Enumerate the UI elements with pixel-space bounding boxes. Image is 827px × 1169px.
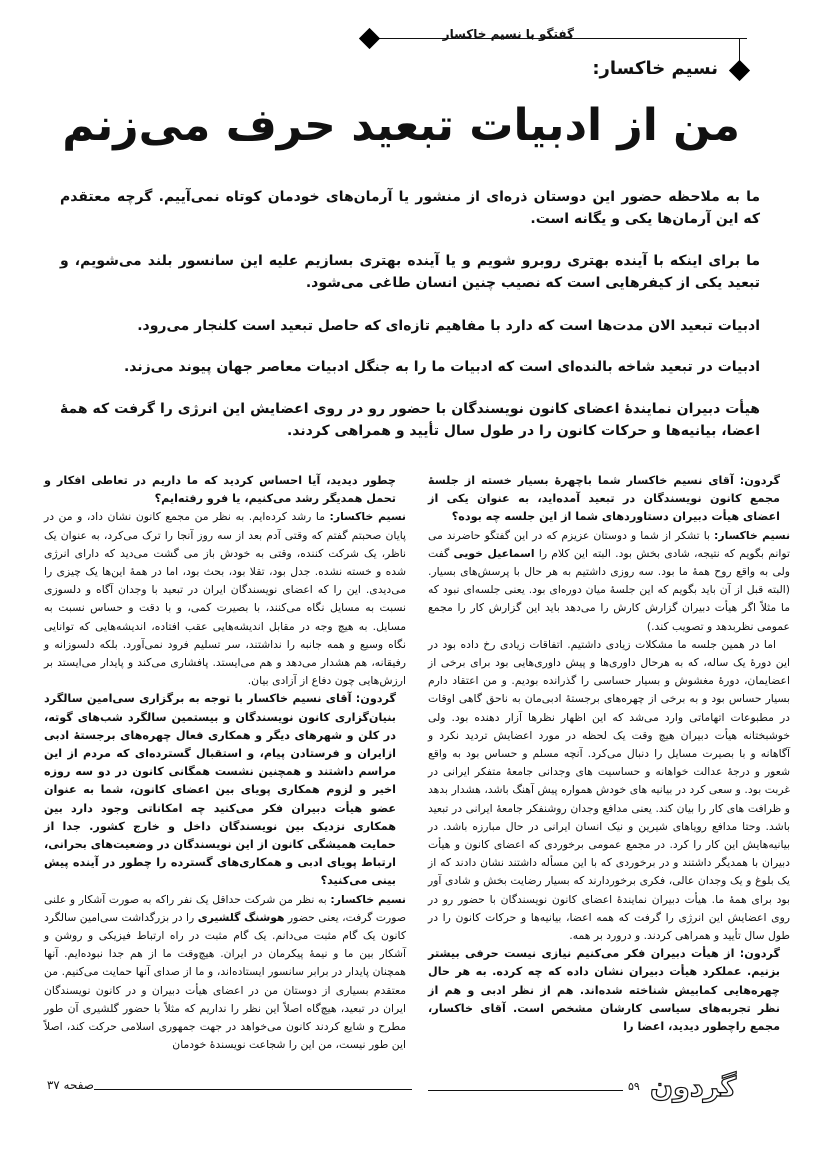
- speaker-label: نسیم خاکسار:: [329, 510, 406, 524]
- answer-paragraph: اما در همین جلسه ما مشکلات زیادی داشتیم. اتفاقات زیادی رخ داده بود در این دورهٔ یک ساله، که به هرحال داوری‌ها و پیش داوری‌هایی بود برای برخی از اعضایمان، دورهٔ مغشوش و بسیار حساسی را گذرانده بودیم. و من اعتقاد دارم بسیار حساس بود و به برخی از چهره‌های برجستهٔ ادبی‌مان به ناحق گاهی اوقات در مطبوعات اتهاماتی وارد می‌شد که این اظهار نظرها آزار دهنده بود. ولی خوشبختانه هیأت دبیران هیچ وقت یک لحظه در مورد اعضایش تردید نکرد و آگاهانه و با بصیرت مسایل را دنبال می‌کرد. آنچه مسلم و حساس بود به واقع شعور و درجهٔ عدالت خواهانه و حساسیت های وجدانی جامعهٔ متفکر ایرانی در غربت بود. و سعی کرد در بیانیه های خودش همواره پیش آهنگ باشد، هشدار بدهد و ظرافت های کار را بیان کند. یعنی مدافع وجدان روشنفکر جامعهٔ ایرانی در تبعید باشد. وحتا مدافع رویاهای شیرین و نیک انسان ایرانی در حال مبارزه باشد. در بیانیه‌هایش این کار را کرد. در مجمع عمومی برخوردی که اعضای کانون و هیأت دبیران با همدیگر داشتند و در برخوردی که با این مسأله داشتند نشان دادند که از یک بلوغ و یک وجدان عالی، فکری برخوردارند که بسیار رضایت بخش و شادی آور بود برای همهٔ ما. هیأت دبیران نمایندهٔ اعضای کانون نویسندگان با حضور رو در روی اعضایش این انرژی را گرفت که همه اعضا، بیانیه‌ها و حرکات کانون را در طول سال تأیید و همراهی کردند. و درورد بر همه.: [428, 637, 790, 943]
- headline: من از ادبیات تبعید حرف می‌زنم: [62, 100, 740, 151]
- person-name: اسماعیل خویی: [453, 546, 535, 560]
- question: چطور دیدید، آیا احساس کردید که ما داریم در تعاطی افکار و تحمل همدیگر رشد می‌کنیم، یا فرو رفته‌ایم؟: [44, 474, 396, 506]
- diamond-ornament-icon: [729, 60, 750, 81]
- lead-paragraph: ادبیات تبعید الان مدت‌ها است که دارد با مفاهیم تازه‌ای که حاصل تبعید است کلنجار می‌رود.: [137, 318, 760, 334]
- kicker: نسیم خاکسار:: [592, 58, 718, 79]
- magazine-logo: گردون: [650, 1072, 737, 1103]
- lead-paragraph: ما برای اینکه با آینده بهتری روبرو شویم و یا آینده بهتری بسازیم علیه این سانسور بلند می‌شویم، و تبعید یکی از کیفرهایی است که نصیب چنین انسان طاغی می‌شود.: [60, 253, 760, 291]
- page-number: ۵۹: [628, 1080, 640, 1093]
- right-column: [428, 472, 790, 1036]
- question: گردون: آقای نسیم خاکسار با توجه به برگزاری سی‌امین سالگرد بنیان‌گزاری کانون نویسندگان و بیستمین سالگرد شب‌های گوته، در کلن و شهرهای دیگر و همکاری فعال چهره‌های برجستهٔ ادبی ازایران و فرستادن پیام، و استقبال گسترده‌ای که مردم از این مراسم داشتند و همچنین نشست همگانی کانون در دو سه روزه اخیر و لزوم همکاری پویای بین اعضای کانون، شما به عنوان عضو هیأت دبیران فکر می‌کنید چه امکاناتی وجود دارد بین همکاری نزدیک بین نویسندگان داخل و خارج کشور. جدا از حمایت همیشگی کانون از این نویسندگان در وضعیت‌های بحرانی، ارتباط پویای ادبی و همکاری‌های گسترده را چطور در آینده پیش بینی می‌کنید؟: [44, 692, 396, 888]
- answer: نسیم خاکسار: ما رشد کرده‌ایم. به نظر من مجمع کانون نشان داد، و من در پایان صحبتم گفتم که وقتی آدم بعد از سه روز آنجا را ترک می‌کرد، به عنوان یک ناظر، یک شرکت کننده، وقتی به خودش باز می گشت می‌دید که دارای انرژی شده و خسته نشده. جدل بود، تقلا بود، بحث بود، اما در همهٔ این‌ها یک چیزی را می‌دیدی. این را که اعضای نویسندگان ایران در تبعید با وجدان آگاه و دلسوزی نسبت به مسایل نگاه می‌کنند، با بصیرت کمی، و با دقت و حساس نسبت به مسایل. به هیچ وجه در مقابل اندیشه‌هایی عقب افتاده، اندیشه‌هایی که توانایی نگاه وسیع و همه جانبه را نداشتند، سر تسلیم فرود نمی‌آورد. بلکه دلسوزانه و رفیقانه، هم هشدار می‌دهد و هم می‌ایستد. پافشاری می‌کند و پایدار می‌ایستد بر ارزش‌هایی چون دفاع از آزادی بیان.: [44, 510, 406, 688]
- left-column: [44, 472, 406, 1055]
- footer-left: [44, 1078, 424, 1098]
- person-name: هوشنگ گلشیری: [197, 910, 285, 924]
- diamond-ornament-icon: [359, 28, 380, 49]
- footer-right: [428, 1072, 790, 1102]
- page-number: صفحه ۳۷: [46, 1078, 94, 1092]
- speaker-label: نسیم خاکسار:: [330, 892, 406, 906]
- section-label: گفتگو با نسیم خاکسار: [442, 27, 574, 41]
- footer-rule: [428, 1090, 623, 1091]
- lead-paragraph: ادبیات در تبعید شاخه بالنده‌ای است که ادبیات ما را به جنگل ادبیات معاصر جهان پیوند می‌زند.: [123, 359, 760, 375]
- answer: نسیم خاکسار: با تشکر از شما و دوستان عزیزم که در این گفتگو حاضرند می توانم بگویم که نتیجه، شادی بخش بود. البته این کلام را اسماعیل خویی گفت ولی به واقع روح همهٔ ما بود. سه روزی داشتیم به هر حال با پرسش‌های بسیار. (البته قبل از آن باید بگویم که این جلسهٔ میان دوره‌ای بود. یعنی جلسه‌ای نبود که ما مثلاً اگر هیأت دبیران گزارش کارش را می‌دهد باید این گزارش کار را مجمع عمومی نظربدهد و تصویب کند.): [428, 528, 790, 633]
- speaker-label: نسیم خاکسار:: [714, 528, 790, 542]
- answer: نسیم خاکسار: به نظر من شرکت حداقل یک نفر راکه به صورت آشکار و علنی صورت گرفت، یعنی حضور هوشنگ گلشیری را در بزرگداشت سی‌امین سالگرد کانون یک گام مثبت می‌دانم. یک گام مثبت در راه ارتباط فیزیکی و روشن و آشکار بین ما و نیمهٔ پیکرمان در ایران. هیچ‌وقت ما از هم جدا نبوده‌ایم. آنها همچنان پایدار در برابر سانسور ایستاده‌اند، و ما از صدای آنها حمایت می‌کنیم. من معتقدم بسیاری از دوستان من در اعضای هیأت دبیران و در کانون نویسندگان ایران در تبعید، هیچ‌گاه اصلاً این نظر را نداریم که مثلاً با حضور گلشیری آن طور مطرح و شایع کردند کانون می‌خواهد در جهت جمهوری اسلامی حرکت کند، اصلاً این طور نیست، من این را شجاعت نویسندهٔ خودمان: [44, 892, 407, 1052]
- question: گردون: آقای نسیم خاکسار شما باچهرهٔ بسیار خسته از جلسهٔ مجمع کانون نویسندگان در تبعید آمده‌اید، به عنوان یکی از اعضای هیأت دبیران دستاوردهای شما از این جلسه چه بوده؟: [428, 474, 780, 524]
- question: گردون: از هیأت دبیران فکر می‌کنیم نیازی نیست حرفی بیشتر بزنیم. عملکرد هیأت دبیران نشان داده که چه کرده. به هر حال چهره‌هایی کمابیش شناخته شده‌اند. هم از نظر ادبی و هم از نظر تجربه‌های سیاسی کارشان مشخص است. آقای خاکسار، مجمع راچطور دیدید، اعضا را: [428, 947, 780, 1034]
- lead-paragraph: هیأت دبیران نمایندهٔ اعضای کانون نویسندگان با حضور رو در روی اعضایش این انرژی را گرفت که همهٔ اعضا، بیانیه‌ها و حرکات کانون را در طول سال تأیید و همراهی کردند.: [60, 401, 760, 439]
- lead-paragraph: ما به ملاحظه حضور این دوستان ذره‌ای از منشور یا آرمان‌های خودمان کوتاه نمی‌آییم. گرچه معتقدم که این آرمان‌ها یکی و یگانه است.: [60, 189, 760, 227]
- footer-rule: [94, 1089, 412, 1090]
